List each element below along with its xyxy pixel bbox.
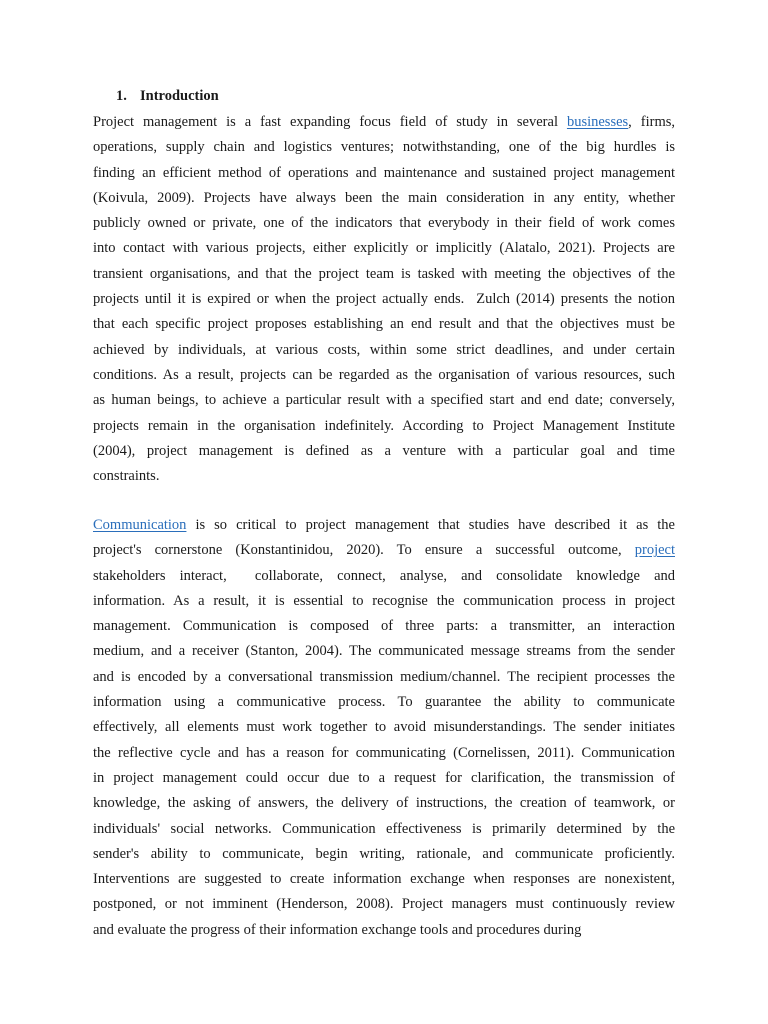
text-line xyxy=(93,766,675,791)
text-run: and is encoded by a conversational transmission medium/channel. The recipient processes the xyxy=(93,668,675,685)
text-line xyxy=(93,287,675,312)
text-run: constraints. xyxy=(93,468,160,485)
text-run: operations, supply chain and logistics ventures; notwithstanding, one of the big hurdles is xyxy=(93,139,675,156)
text-line xyxy=(93,791,675,816)
text-line xyxy=(93,186,675,211)
text-line xyxy=(93,338,675,363)
text-line xyxy=(93,867,675,892)
text-line xyxy=(93,892,675,917)
text-line xyxy=(93,110,675,135)
text-line xyxy=(93,312,675,337)
text-line xyxy=(93,817,675,842)
link-communication[interactable]: Communication xyxy=(93,517,187,533)
text-line xyxy=(93,589,675,614)
text-run: the reflective cycle and has a reason for communicating (Cornelissen, 2011). Communication xyxy=(93,744,675,761)
text-line xyxy=(93,842,675,867)
link-project[interactable]: project xyxy=(634,542,675,559)
text-line xyxy=(93,388,675,413)
text-run: management. Communication is composed of three parts: a transmitter, an interaction xyxy=(93,618,675,635)
text-run: into contact with various projects, either explicitly or implicitly (Alatalo, 2021). Projects are xyxy=(93,240,675,257)
text-run: information. As a result, it is essential to recognise the communication process in project xyxy=(93,592,675,609)
text-line xyxy=(93,135,675,160)
text-line xyxy=(93,639,675,664)
text-run: achieved by individuals, at various costs, within some strict deadlines, and under certain xyxy=(93,341,675,358)
text-run: stakeholders interact, collaborate, connect, analyse, and consolidate knowledge and xyxy=(93,567,675,584)
text-run: (2004), project management is defined as a venture with a particular goal and time xyxy=(93,442,675,459)
section-title: Introduction xyxy=(140,88,219,104)
text-line xyxy=(93,690,675,715)
section-number: 1. xyxy=(116,88,127,104)
text-run: postponed, or not imminent (Henderson, 2008). Project managers must continuously review xyxy=(93,896,675,913)
text-line xyxy=(93,564,675,589)
text-run: conditions. As a result, projects can be regarded as the organisation of various resources, such xyxy=(93,366,675,383)
text-run: sender's ability to communicate, begin writing, rationale, and communicate proficiently. xyxy=(93,845,675,862)
text-line xyxy=(93,414,675,439)
text-run: project's cornerstone (Konstantinidou, 2020). To ensure a successful outcome, xyxy=(93,542,635,559)
text-line xyxy=(93,513,675,538)
text-line xyxy=(93,665,675,690)
text-run: finding an efficient method of operations and maintenance and sustained project management xyxy=(93,164,675,181)
text-run: information using a communicative process. To guarantee the ability to communicate xyxy=(93,694,675,711)
text-run: (Koivula, 2009). Projects have always been the main consideration in any entity, whether xyxy=(93,189,675,206)
text-run: Interventions are suggested to create information exchange when responses are nonexistent, xyxy=(93,871,675,888)
text-run: is so critical to project management that studies have described it as the xyxy=(186,517,675,533)
text-line xyxy=(93,741,675,766)
paragraph-2 xyxy=(93,513,675,943)
section-heading xyxy=(116,86,219,106)
text-run: as human beings, to achieve a particular result with a specified start and end date; conversely, xyxy=(93,392,675,409)
text-line xyxy=(93,439,675,464)
text-line xyxy=(93,363,675,388)
text-run: and evaluate the progress of their information exchange tools and procedures during xyxy=(93,921,582,938)
text-line xyxy=(93,614,675,639)
text-run: knowledge, the asking of answers, the delivery of instructions, the creation of teamwork, or xyxy=(93,795,675,812)
text-line xyxy=(93,211,675,236)
text-line xyxy=(93,464,675,489)
text-run: projects remain in the organisation indefinitely. According to Project Management Institute xyxy=(93,417,675,434)
text-run: Project management is a fast expanding focus field of study in several xyxy=(93,114,567,130)
text-run: that each specific project proposes establishing an end result and that the objectives must be xyxy=(93,316,675,333)
text-line xyxy=(93,236,675,261)
text-line xyxy=(93,715,675,740)
paragraph-1 xyxy=(93,110,675,489)
text-run: in project management could occur due to a request for clarification, the transmission of xyxy=(93,769,675,786)
text-run: , firms, xyxy=(628,114,675,130)
text-line xyxy=(93,161,675,186)
link-businesses[interactable]: businesses xyxy=(566,114,629,130)
text-run: projects until it is expired or when the project actually ends. Zulch (2014) presents the notion xyxy=(93,291,675,308)
text-line xyxy=(93,538,675,563)
text-line xyxy=(93,918,675,943)
text-run: medium, and a receiver (Stanton, 2004). The communicated message streams from the sender xyxy=(93,643,675,660)
text-run: transient organisations, and that the project team is tasked with meeting the objectives of the xyxy=(93,265,675,282)
text-run: individuals' social networks. Communication effectiveness is primarily determined by the xyxy=(93,820,675,837)
text-line xyxy=(93,262,675,287)
text-run: publicly owned or private, one of the indicators that everybody in their field of work comes xyxy=(93,215,675,232)
text-run: effectively, all elements must work together to avoid misunderstandings. The sender initiates xyxy=(93,719,675,736)
